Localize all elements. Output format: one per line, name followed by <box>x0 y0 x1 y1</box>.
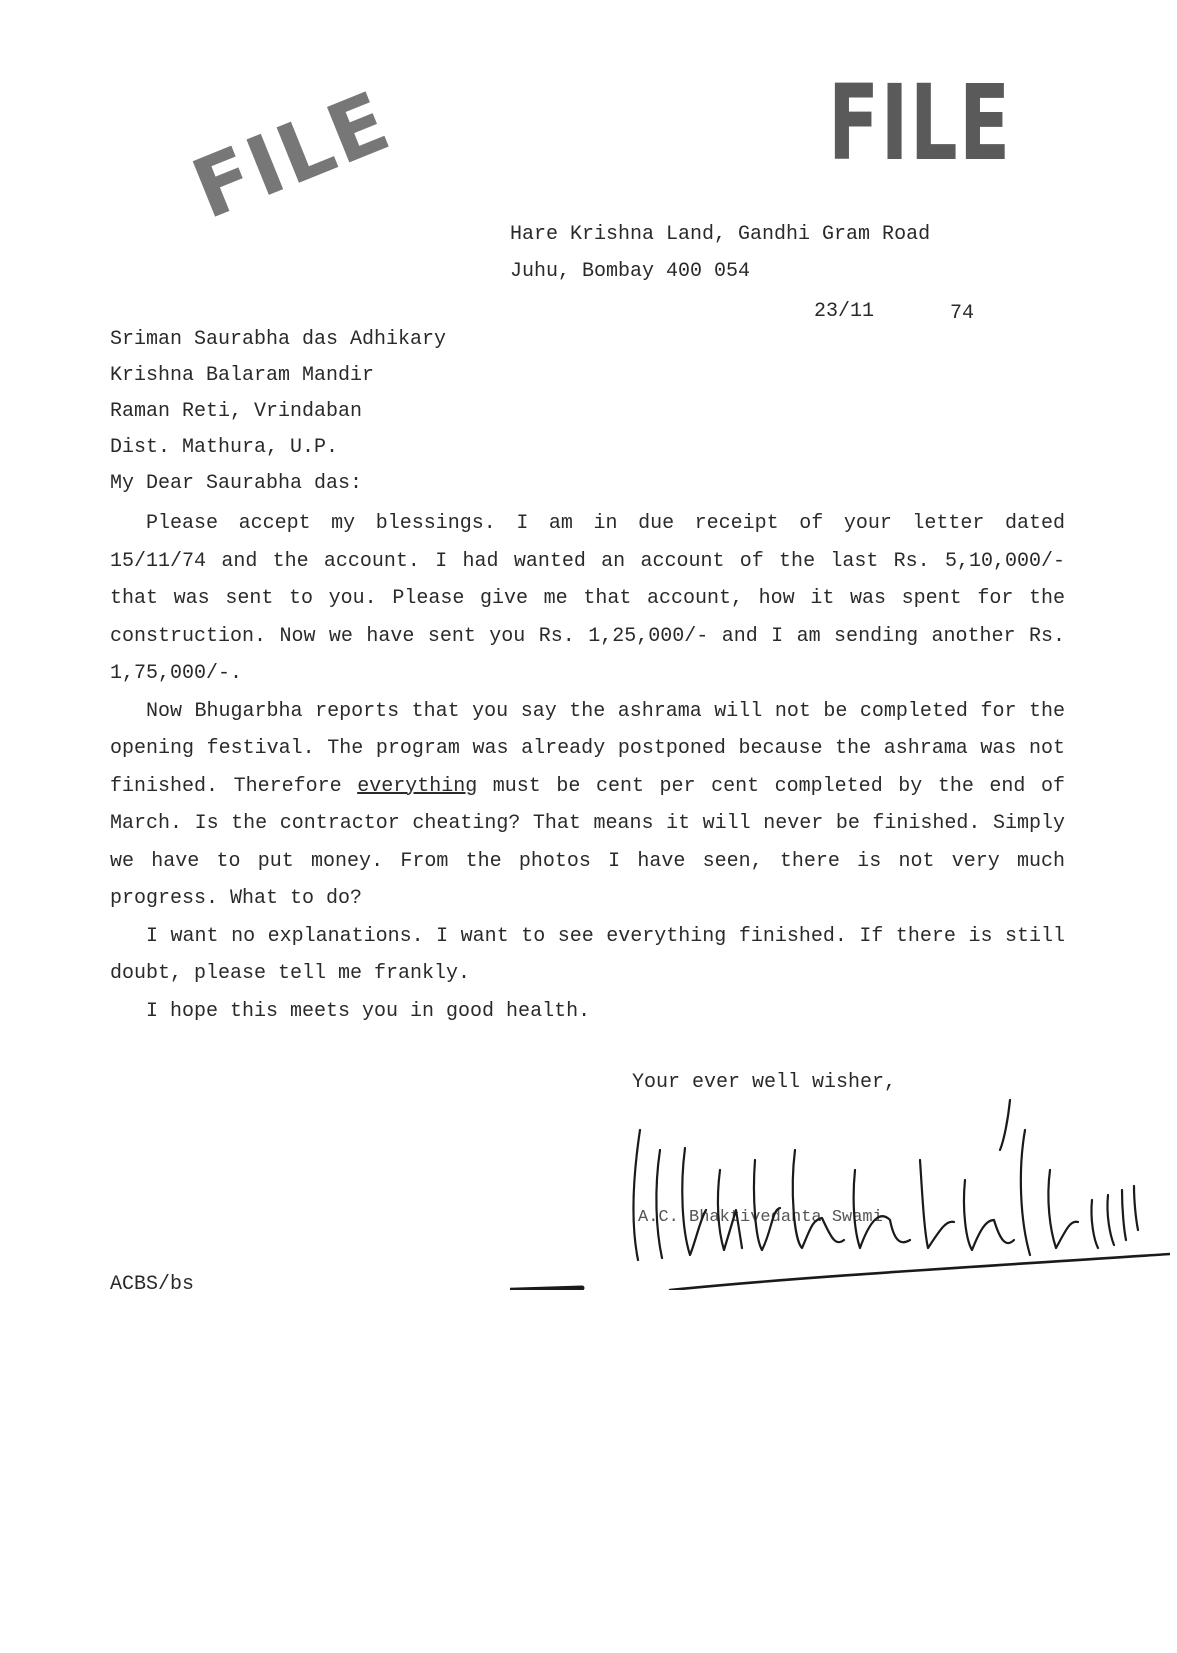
body-paragraph-3: I want no explanations. I want to see everything finished. If there is still doubt, please tell me frankly. <box>110 924 1065 985</box>
body-paragraph-2-start: Now Bhugarbha reports that you say the ashrama will not be completed for the opening festival. The program was already postponed because the ashrama was not finished. Therefore <box>110 699 1065 798</box>
recipient-block <box>110 322 446 502</box>
sender-address-line-1: Hare Krishna Land, Gandhi Gram Road <box>510 223 931 246</box>
file-stamp-right: FILE <box>828 62 1012 184</box>
date-day-month: 23/11 <box>814 300 875 323</box>
body-paragraph-1: Please accept my blessings. I am in due receipt of your letter dated 15/11/74 and the account. I had wanted an account of the last Rs. 5,10,000/- that was sent to you. Please give me that account, how it was spent for the construction. Now we have sent you Rs. 1,25,000/- and I am sending another Rs. 1,75,000/-. <box>110 512 1065 685</box>
letter-body <box>110 505 1065 1030</box>
sender-address-line-2: Juhu, Bombay 400 054 <box>510 260 751 283</box>
body-paragraph-2 <box>110 693 1065 918</box>
date-year: 74 <box>950 302 975 325</box>
underlined-word: everything <box>357 774 478 798</box>
body-paragraph-2-end: must be cent per cent completed by the end of March. Is the contractor cheating? That means it will never be finished. Simply we have to put money. From the photos I have seen, there is not very much progress. What to do? <box>110 774 1065 910</box>
recipient-name: Sriman Saurabha das Adhikary <box>110 328 447 351</box>
recipient-district: Dist. Mathura, U.P. <box>110 436 339 459</box>
salutation: My Dear Saurabha das: <box>110 472 363 495</box>
typist-initials: ACBS/bs <box>110 1273 195 1296</box>
closing-line: Your ever well wisher, <box>632 1071 897 1094</box>
body-paragraph-4: I hope this meets you in good health. <box>146 999 591 1023</box>
recipient-locality: Raman Reti, Vrindaban <box>110 400 363 423</box>
file-stamp-left: FILE <box>180 74 404 239</box>
recipient-org: Krishna Balaram Mandir <box>110 364 375 387</box>
typed-signature: A.C. Bhaktivedanta Swami <box>638 1208 883 1227</box>
handwritten-signature <box>510 1090 1170 1290</box>
